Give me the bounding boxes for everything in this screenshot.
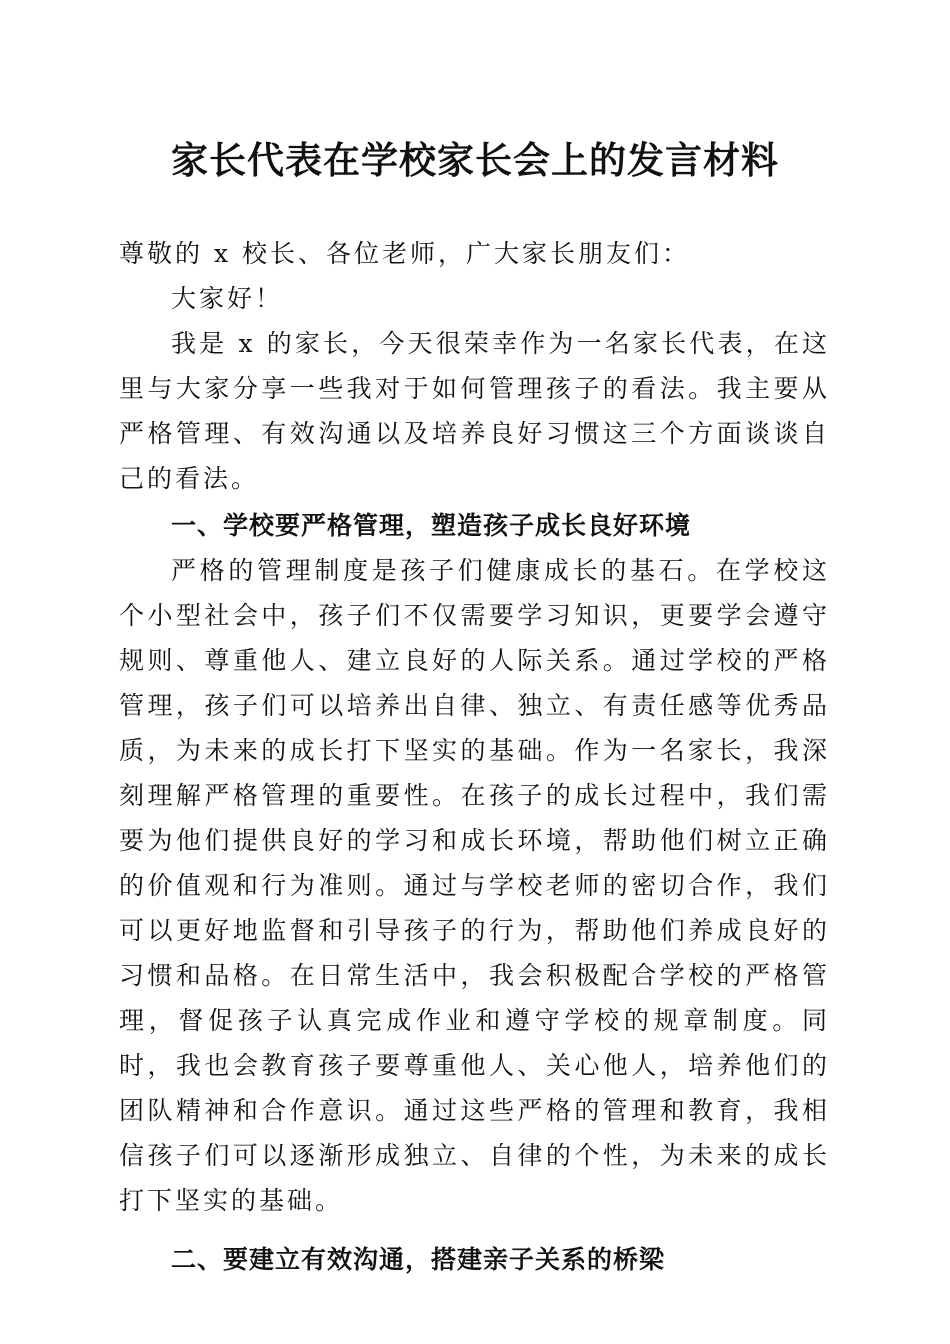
salutation: 尊敬的 x 校长、各位老师，广大家长朋友们：	[119, 239, 690, 268]
document-body	[119, 231, 830, 1282]
section-1-heading: 一、学校要严格管理，塑造孩子成长良好环境	[171, 511, 692, 540]
document-title: 家长代表在学校家长会上的发言材料	[171, 138, 779, 182]
intro-paragraph: 我是 x 的家长，今天很荣幸作为一名家长代表，在这里与大家分享一些我对于如何管理孩子的看法。我主要从严格管理、有效沟通以及培养良好习惯这三个方面谈谈自己的看法。	[119, 329, 830, 493]
greeting: 大家好！	[171, 284, 284, 313]
section-1-paragraph: 严格的管理制度是孩子们健康成长的基石。在学校这个小型社会中，孩子们不仅需要学习知识，更要学会遵守规则、尊重他人、建立良好的人际关系。通过学校的严格管理，孩子们可以培养出自律、独立、有责任感等优秀品质，为未来的成长打下坚实的基础。作为一名家长，我深刻理解严格管理的重要性。在孩子的成长过程中，我们需要为他们提供良好的学习和成长环境，帮助他们树立正确的价值观和行为准则。通过与学校老师的密切合作，我们可以更好地监督和引导孩子的行为，帮助他们养成良好的习惯和品格。在日常生活中，我会积极配合学校的严格管理，督促孩子认真完成作业和遵守学校的规章制度。同时，我也会教育孩子要尊重他人、关心他人，培养他们的团队精神和合作意识。通过这些严格的管理和教育，我相信孩子们可以逐渐形成独立、自律的个性，为未来的成长打下坚实的基础。	[119, 556, 830, 1215]
section-2-heading: 二、要建立有效沟通，搭建亲子关系的桥梁	[171, 1245, 666, 1274]
